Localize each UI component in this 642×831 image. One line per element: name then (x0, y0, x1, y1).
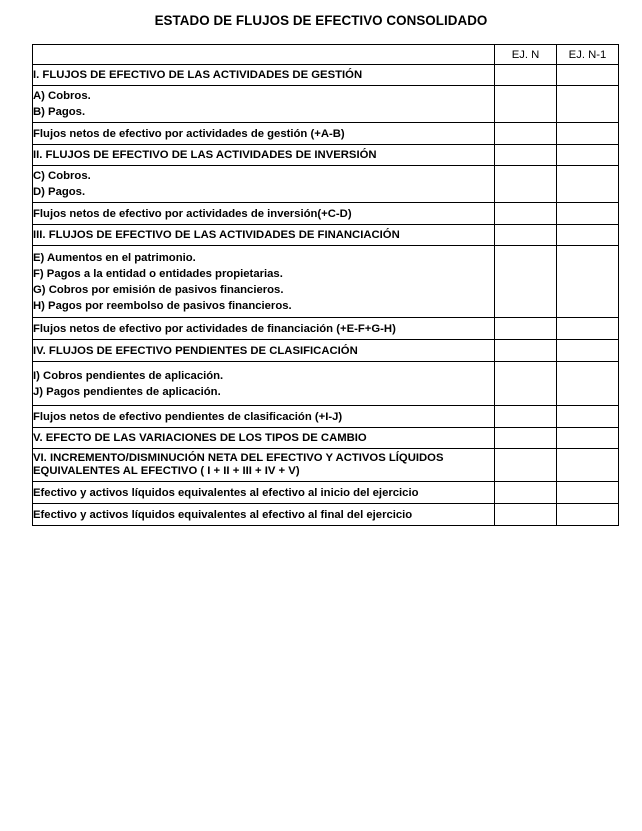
row-label-cell (33, 428, 495, 449)
value-cell-current[interactable] (495, 362, 557, 406)
header-current-year: EJ. N (495, 45, 557, 65)
value-cell-current[interactable] (495, 449, 557, 482)
row-label-cell (33, 318, 495, 340)
table-header-row (33, 45, 619, 65)
row-label-line: Flujos netos de efectivo por actividades de financiación (+E-F+G-H) (33, 322, 396, 335)
value-cell-previous[interactable] (557, 86, 619, 123)
value-cell-previous[interactable] (557, 123, 619, 145)
row-label-cell (33, 166, 495, 203)
value-cell-previous[interactable] (557, 504, 619, 526)
section-row-gestion (33, 65, 619, 86)
items-row-pendientes (33, 362, 619, 406)
row-label-cell (33, 504, 495, 526)
row-label-cell (33, 123, 495, 145)
value-cell-current[interactable] (495, 246, 557, 318)
section-row-pendientes (33, 340, 619, 362)
value-cell-current[interactable] (495, 340, 557, 362)
value-cell-previous[interactable] (557, 166, 619, 203)
row-label-cell (33, 225, 495, 246)
value-cell-current[interactable] (495, 225, 557, 246)
value-cell-current[interactable] (495, 318, 557, 340)
value-cell-current[interactable] (495, 145, 557, 166)
row-label-line: I. FLUJOS DE EFECTIVO DE LAS ACTIVIDADES DE GESTIÓN (33, 69, 363, 81)
row-label-cell (33, 65, 495, 86)
row-label-line: Efectivo y activos líquidos equivalentes al efectivo al inicio del ejercicio (33, 486, 419, 499)
value-cell-previous[interactable] (557, 406, 619, 428)
section-row-tipos-cambio (33, 428, 619, 449)
row-label-line: I) Cobros pendientes de aplicación. (33, 369, 224, 382)
value-cell-previous[interactable] (557, 225, 619, 246)
row-label-line: Flujos netos de efectivo por actividades de gestión (+A-B) (33, 127, 345, 140)
header-previous-year: EJ. N-1 (557, 45, 619, 65)
row-label-line: G) Cobros por emisión de pasivos financieros. (33, 283, 284, 296)
value-cell-current[interactable] (495, 406, 557, 428)
row-label-cell (33, 203, 495, 225)
value-cell-current[interactable] (495, 123, 557, 145)
row-label-line: EQUIVALENTES AL EFECTIVO ( I + II + III + IV + V) (33, 465, 300, 477)
row-label-line: Flujos netos de efectivo pendientes de clasificación (+I-J) (33, 410, 343, 423)
value-cell-previous[interactable] (557, 203, 619, 225)
row-label-cell (33, 406, 495, 428)
value-cell-current[interactable] (495, 65, 557, 86)
row-label-line: H) Pagos por reembolso de pasivos financieros. (33, 299, 292, 312)
row-label-line: VI. INCREMENTO/DISMINUCIÓN NETA DEL EFECTIVO Y ACTIVOS LÍQUIDOS (33, 452, 444, 464)
row-label-line: D) Pagos. (33, 186, 86, 198)
items-row-gestion (33, 86, 619, 123)
value-cell-current[interactable] (495, 86, 557, 123)
value-cell-current[interactable] (495, 504, 557, 526)
items-row-financiacion (33, 246, 619, 318)
value-cell-previous[interactable] (557, 65, 619, 86)
row-label-line: V. EFECTO DE LAS VARIACIONES DE LOS TIPOS DE CAMBIO (33, 432, 367, 444)
value-cell-previous[interactable] (557, 428, 619, 449)
row-efectivo-inicio (33, 482, 619, 504)
row-label-cell (33, 482, 495, 504)
value-cell-previous[interactable] (557, 145, 619, 166)
value-cell-previous[interactable] (557, 318, 619, 340)
section-row-inversion (33, 145, 619, 166)
row-label-cell (33, 145, 495, 166)
row-label-line: C) Cobros. (33, 170, 91, 182)
row-label-line: B) Pagos. (33, 106, 86, 118)
row-label-cell (33, 340, 495, 362)
row-label-line: F) Pagos a la entidad o entidades propietarias. (33, 267, 283, 280)
row-label-line: II. FLUJOS DE EFECTIVO DE LAS ACTIVIDADES DE INVERSIÓN (33, 149, 377, 161)
items-row-inversion (33, 166, 619, 203)
value-cell-previous[interactable] (557, 482, 619, 504)
header-description-cell (33, 45, 495, 65)
row-label-cell (33, 246, 495, 318)
row-label-line: III. FLUJOS DE EFECTIVO DE LAS ACTIVIDADES DE FINANCIACIÓN (33, 229, 400, 241)
value-cell-current[interactable] (495, 428, 557, 449)
value-cell-previous[interactable] (557, 362, 619, 406)
value-cell-current[interactable] (495, 482, 557, 504)
row-label-line: E) Aumentos en el patrimonio. (33, 251, 196, 264)
row-label-line: A) Cobros. (33, 90, 91, 102)
value-cell-previous[interactable] (557, 449, 619, 482)
row-label-line: J) Pagos pendientes de aplicación. (33, 385, 221, 398)
row-label-cell (33, 449, 495, 482)
row-label-line: Flujos netos de efectivo por actividades de inversión(+C-D) (33, 207, 352, 220)
row-label-line: Efectivo y activos líquidos equivalentes al efectivo al final del ejercicio (33, 508, 413, 521)
page-title: ESTADO DE FLUJOS DE EFECTIVO CONSOLIDADO (154, 13, 488, 28)
subtotal-row-inversion (33, 203, 619, 225)
section-row-financiacion (33, 225, 619, 246)
section-row-incremento-neto (33, 449, 619, 482)
value-cell-current[interactable] (495, 166, 557, 203)
value-cell-previous[interactable] (557, 246, 619, 318)
row-label-cell (33, 362, 495, 406)
value-cell-previous[interactable] (557, 340, 619, 362)
subtotal-row-pendientes (33, 406, 619, 428)
row-efectivo-final (33, 504, 619, 526)
subtotal-row-financiacion (33, 318, 619, 340)
subtotal-row-gestion (33, 123, 619, 145)
cash-flow-table (32, 44, 619, 526)
row-label-cell (33, 86, 495, 123)
row-label-line: IV. FLUJOS DE EFECTIVO PENDIENTES DE CLASIFICACIÓN (33, 344, 358, 357)
value-cell-current[interactable] (495, 203, 557, 225)
